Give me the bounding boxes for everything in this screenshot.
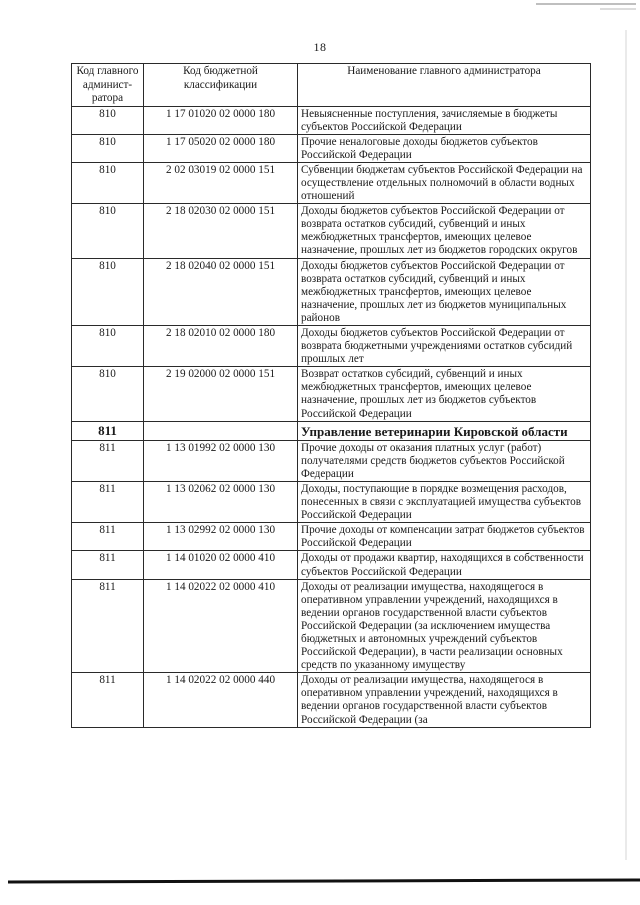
header-admin-code: Код главного админист-ратора bbox=[72, 64, 144, 107]
budget-code-cell: 2 02 03019 02 0000 151 bbox=[144, 162, 298, 203]
admin-code-cell: 811 bbox=[72, 523, 144, 551]
budget-code-cell: 1 13 01992 02 0000 130 bbox=[144, 440, 298, 481]
admin-code-cell: 810 bbox=[72, 367, 144, 421]
table-row bbox=[72, 106, 591, 134]
admin-name-cell: Субвенции бюджетам субъектов Российской Федерации на осуществление отдельных полномочий в области водных отношений bbox=[298, 162, 591, 203]
admin-name-cell: Управление ветеринарии Кировской области bbox=[298, 421, 591, 440]
admin-code-cell: 810 bbox=[72, 106, 144, 134]
table-row bbox=[72, 421, 591, 440]
budget-code-cell: 1 17 01020 02 0000 180 bbox=[144, 106, 298, 134]
header-budget-code: Код бюджетной классификации bbox=[144, 64, 298, 107]
table-body bbox=[72, 106, 591, 727]
table-row bbox=[72, 481, 591, 522]
admin-code-cell: 810 bbox=[72, 258, 144, 325]
budget-code-cell: 1 14 01020 02 0000 410 bbox=[144, 551, 298, 579]
table-row bbox=[72, 204, 591, 258]
admin-code-cell: 810 bbox=[72, 326, 144, 367]
admin-name-cell: Доходы бюджетов субъектов Российской Федерации от возврата остатков субсидий, субвенций и иных межбюджетных трансфертов, имеющих целевое назначение, прошлых лет из бюджетов муниципальных районов bbox=[298, 258, 591, 325]
admin-code-cell: 811 bbox=[72, 421, 144, 440]
admin-code-cell: 811 bbox=[72, 673, 144, 727]
budget-code-cell: 2 18 02040 02 0000 151 bbox=[144, 258, 298, 325]
admin-code-cell: 811 bbox=[72, 481, 144, 522]
admin-code-cell: 810 bbox=[72, 162, 144, 203]
admin-name-cell: Доходы бюджетов субъектов Российской Федерации от возврата бюджетными учреждениями остатков субсидий прошлых лет bbox=[298, 326, 591, 367]
admin-name-cell: Доходы бюджетов субъектов Российской Федерации от возврата остатков субсидий, субвенций и иных межбюджетных трансфертов, имеющих целевое назначение, прошлых лет из бюджетов городских округов bbox=[298, 204, 591, 258]
budget-code-cell: 2 18 02030 02 0000 151 bbox=[144, 204, 298, 258]
budget-code-cell bbox=[144, 421, 298, 440]
admin-name-cell: Доходы, поступающие в порядке возмещения расходов, понесенных в связи с эксплуатацией имущества субъектов Российской Федерации bbox=[298, 481, 591, 522]
table-row bbox=[72, 258, 591, 325]
admin-name-cell: Доходы от продажи квартир, находящихся в собственности субъектов Российской Федерации bbox=[298, 551, 591, 579]
admin-code-cell: 811 bbox=[72, 440, 144, 481]
admin-name-cell: Невыясненные поступления, зачисляемые в бюджеты субъектов Российской Федерации bbox=[298, 106, 591, 134]
admin-code-cell: 810 bbox=[72, 134, 144, 162]
admin-code-cell: 811 bbox=[72, 551, 144, 579]
budget-codes-table bbox=[71, 63, 591, 728]
budget-code-cell: 1 13 02992 02 0000 130 bbox=[144, 523, 298, 551]
page-number: 18 bbox=[313, 40, 327, 54]
budget-code-cell: 2 18 02010 02 0000 180 bbox=[144, 326, 298, 367]
table-row bbox=[72, 440, 591, 481]
table-row bbox=[72, 134, 591, 162]
admin-code-cell: 810 bbox=[72, 204, 144, 258]
admin-name-cell: Доходы от реализации имущества, находящегося в оперативном управлении учреждений, находящихся в ведении органов государственной власти субъектов Российской Федерации (за исключением имущества бюджетных и автономных учреждений субъектов Российской Федерации), в части реализации основных средств по указанному имуществу bbox=[298, 579, 591, 673]
admin-code-cell: 811 bbox=[72, 579, 144, 673]
admin-name-cell: Прочие доходы от компенсации затрат бюджетов субъектов Российской Федерации bbox=[298, 523, 591, 551]
table-row bbox=[72, 162, 591, 203]
table-row bbox=[72, 326, 591, 367]
budget-code-cell: 1 13 02062 02 0000 130 bbox=[144, 481, 298, 522]
admin-name-cell: Прочие доходы от оказания платных услуг (работ) получателями средств бюджетов субъектов Российской Федерации bbox=[298, 440, 591, 481]
table-row bbox=[72, 523, 591, 551]
budget-code-cell: 1 17 05020 02 0000 180 bbox=[144, 134, 298, 162]
header-admin-name: Наименование главного администратора bbox=[298, 64, 591, 107]
table-header-row bbox=[72, 64, 591, 107]
scan-bottom-bar bbox=[8, 880, 640, 882]
table-row bbox=[72, 579, 591, 673]
table-row bbox=[72, 551, 591, 579]
budget-code-cell: 1 14 02022 02 0000 410 bbox=[144, 579, 298, 673]
budget-code-cell: 1 14 02022 02 0000 440 bbox=[144, 673, 298, 727]
admin-name-cell: Доходы от реализации имущества, находящегося в оперативном управлении учреждений, находящихся в ведении органов государственной власти субъектов Российской Федерации (за bbox=[298, 673, 591, 727]
admin-name-cell: Возврат остатков субсидий, субвенций и иных межбюджетных трансфертов, имеющих целевое назначение, прошлых лет из бюджетов субъектов Российской Федерации bbox=[298, 367, 591, 421]
table-row bbox=[72, 673, 591, 727]
budget-code-cell: 2 19 02000 02 0000 151 bbox=[144, 367, 298, 421]
admin-name-cell: Прочие неналоговые доходы бюджетов субъектов Российской Федерации bbox=[298, 134, 591, 162]
table-row bbox=[72, 367, 591, 421]
